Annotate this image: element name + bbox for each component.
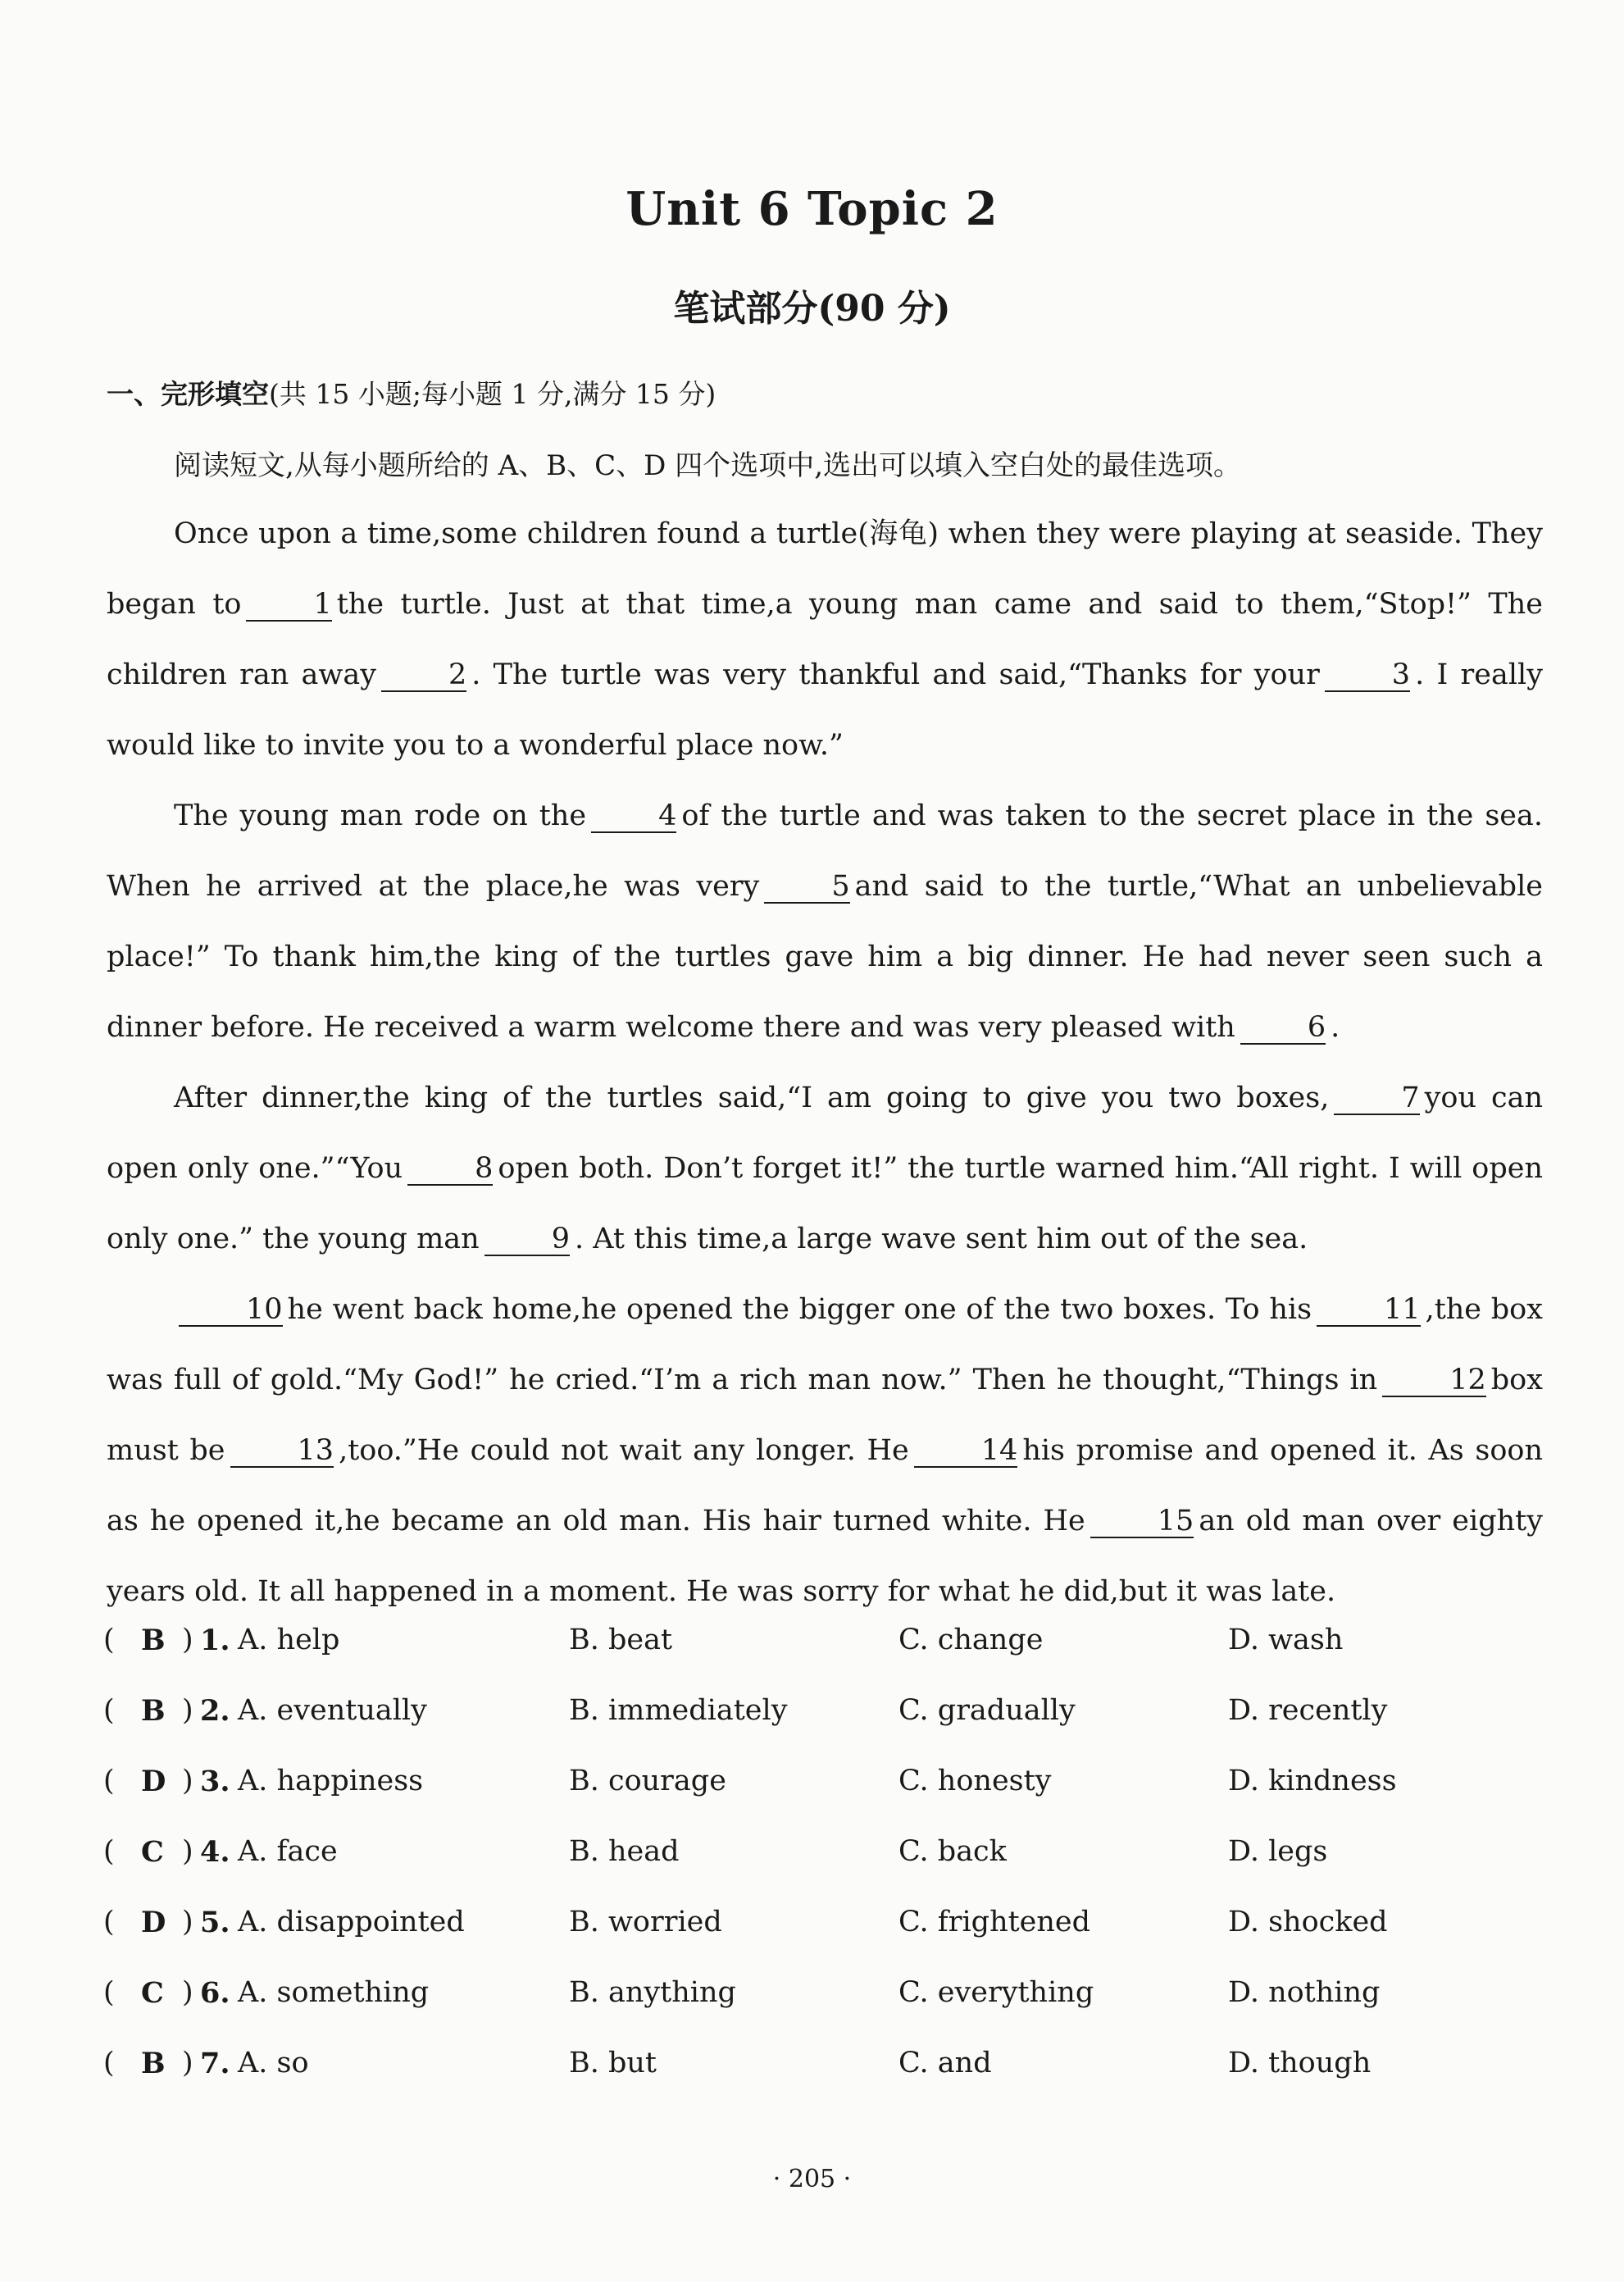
option-d: D. though — [1228, 2047, 1372, 2079]
passage-text: an old man over eighty years old. It all happened in a moment. He was sorry for what he did,but it was late. — [107, 1505, 1543, 1608]
passage-text: ,too.”He could not wait any longer. He — [339, 1434, 909, 1467]
answer-paren-open: ( — [103, 1906, 115, 1938]
passage-text: and said to the turtle,“What an unbelievable place!” To thank him,the king of the turtles gave him a big dinner. He had never seen such a dinner before. He received a warm welcome there and was very pleased with — [107, 870, 1543, 1044]
passage-text: of the turtle and was taken to the secret place in the sea. When he arrived at the place,he was very — [107, 799, 1543, 903]
option-d: D. wash — [1228, 1624, 1344, 1656]
blank-14: 14 — [914, 1435, 1018, 1468]
option-b: B. anything — [569, 1976, 736, 2009]
blank-2: 2 — [381, 659, 466, 692]
question-row-6 — [103, 1976, 1546, 2047]
passage-paragraph-4 — [107, 1274, 1543, 1627]
question-row-4 — [103, 1835, 1546, 1906]
section-heading — [107, 373, 716, 412]
blank-13: 13 — [230, 1435, 334, 1468]
blank-7: 7 — [1334, 1082, 1419, 1115]
option-d: D. kindness — [1228, 1765, 1397, 1797]
answer-paren-open: ( — [103, 1835, 115, 1868]
option-c: C. and — [898, 2047, 992, 2079]
passage-text: you can open only one.”“You — [107, 1082, 1543, 1185]
answer-paren-open: ( — [103, 1624, 115, 1656]
option-c: C. everything — [898, 1976, 1094, 2009]
instruction-text: 阅读短文,从每小题所给的 A、B、C、D 四个选项中,选出可以填入空白处的最佳选项。 — [174, 449, 1242, 482]
answer-letter: D — [141, 1765, 166, 1798]
passage-text: box must be — [107, 1364, 1543, 1467]
question-number: 5. — [200, 1906, 230, 1939]
answer-paren-close: ) — [182, 1976, 193, 2009]
answer-paren-open: ( — [103, 1976, 115, 2009]
answer-letter: C — [141, 1976, 164, 2010]
option-d: D. nothing — [1228, 1976, 1381, 2009]
blank-11: 11 — [1317, 1294, 1421, 1327]
option-d: D. legs — [1228, 1835, 1328, 1868]
question-number: 6. — [200, 1976, 230, 2010]
option-d: D. recently — [1228, 1694, 1388, 1727]
option-a: A. disappointed — [238, 1906, 465, 1938]
blank-10: 10 — [179, 1294, 283, 1327]
passage-text: the turtle. Just at that time,a young man came and said to them,“Stop!” The children ran away — [107, 588, 1543, 691]
section-heading-detail: (共 15 小题;每小题 1 分,满分 15 分) — [269, 378, 716, 410]
passage-paragraph-3 — [107, 1063, 1543, 1274]
cloze-passage — [107, 499, 1543, 1627]
question-row-3 — [103, 1765, 1546, 1835]
option-b: B. head — [569, 1835, 680, 1868]
question-number: 3. — [200, 1765, 230, 1798]
option-a: A. eventually — [238, 1694, 427, 1727]
passage-text: . — [1331, 1011, 1340, 1044]
question-row-5 — [103, 1906, 1546, 1976]
section-heading-label: 一、完形填空 — [107, 378, 269, 410]
question-number: 1. — [200, 1624, 230, 1657]
blank-15: 15 — [1090, 1505, 1194, 1538]
passage-text: . The turtle was very thankful and said,“Thanks for your — [471, 658, 1320, 691]
passage-text: The young man rode on the — [174, 799, 587, 832]
option-a: A. face — [238, 1835, 338, 1868]
answer-paren-open: ( — [103, 1694, 115, 1727]
answer-paren-open: ( — [103, 1765, 115, 1797]
answer-letter: D — [141, 1906, 166, 1939]
question-number: 7. — [200, 2047, 230, 2080]
option-b: B. but — [569, 2047, 657, 2079]
option-c: C. back — [898, 1835, 1007, 1868]
page-number: · 205 · — [772, 2165, 852, 2193]
answer-paren-close: ) — [182, 1835, 193, 1868]
option-c: C. change — [898, 1624, 1044, 1656]
passage-text: . At this time,a large wave sent him out of the sea. — [574, 1223, 1308, 1255]
question-number: 4. — [200, 1835, 230, 1869]
answer-paren-close: ) — [182, 1624, 193, 1656]
blank-8: 8 — [407, 1153, 493, 1186]
passage-text: . I really would like to invite you to a wonderful place now.” — [107, 658, 1543, 762]
blank-4: 4 — [591, 800, 676, 833]
question-row-2 — [103, 1694, 1546, 1765]
blank-9: 9 — [484, 1223, 570, 1256]
option-c: C. honesty — [898, 1765, 1052, 1797]
answer-paren-close: ) — [182, 2047, 193, 2079]
answer-letter: B — [141, 2047, 166, 2080]
blank-5: 5 — [764, 871, 849, 904]
option-a: A. so — [238, 2047, 309, 2079]
option-b: B. worried — [569, 1906, 722, 1938]
answer-paren-close: ) — [182, 1906, 193, 1938]
passage-text: his promise and opened it. As soon as he opened it,he became an old man. His hair turned white. He — [107, 1434, 1543, 1537]
passage-paragraph-1 — [107, 499, 1543, 781]
blank-1: 1 — [246, 589, 331, 622]
answer-options-list — [103, 1624, 1546, 2117]
answer-letter: B — [141, 1694, 166, 1728]
option-a: A. help — [238, 1624, 340, 1656]
answer-paren-open: ( — [103, 2047, 115, 2079]
option-d: D. shocked — [1228, 1906, 1388, 1938]
option-b: B. beat — [569, 1624, 673, 1656]
answer-letter: C — [141, 1835, 164, 1869]
option-a: A. happiness — [238, 1765, 424, 1797]
answer-paren-close: ) — [182, 1694, 193, 1727]
option-a: A. something — [238, 1976, 430, 2009]
page-title: Unit 6 Topic 2 — [625, 182, 999, 236]
question-number: 2. — [200, 1694, 230, 1728]
passage-text: After dinner,the king of the turtles said,“I am going to give you two boxes, — [174, 1082, 1330, 1114]
passage-text: Once upon a time,some children found a turtle(海龟) when they were playing at seaside. They began to — [107, 517, 1543, 621]
section-subtitle: 笔试部分(90 分) — [673, 288, 951, 330]
question-row-1 — [103, 1624, 1546, 1694]
passage-text: ,the box was full of gold.“My God!” he cried.“I’m a rich man now.” Then he thought,“Things in — [107, 1293, 1543, 1396]
answer-paren-close: ) — [182, 1765, 193, 1797]
option-c: C. gradually — [898, 1694, 1076, 1727]
question-row-7 — [103, 2047, 1546, 2117]
option-b: B. immediately — [569, 1694, 788, 1727]
blank-12: 12 — [1382, 1364, 1486, 1397]
blank-3: 3 — [1325, 659, 1410, 692]
option-b: B. courage — [569, 1765, 726, 1797]
option-c: C. frightened — [898, 1906, 1091, 1938]
blank-6: 6 — [1240, 1012, 1326, 1045]
answer-letter: B — [141, 1624, 166, 1657]
passage-paragraph-2 — [107, 781, 1543, 1063]
passage-text: he went back home,he opened the bigger one of the two boxes. To his — [287, 1293, 1312, 1326]
passage-text: open both. Don’t forget it!” the turtle warned him.“All right. I will open only one.” the young man — [107, 1152, 1543, 1255]
